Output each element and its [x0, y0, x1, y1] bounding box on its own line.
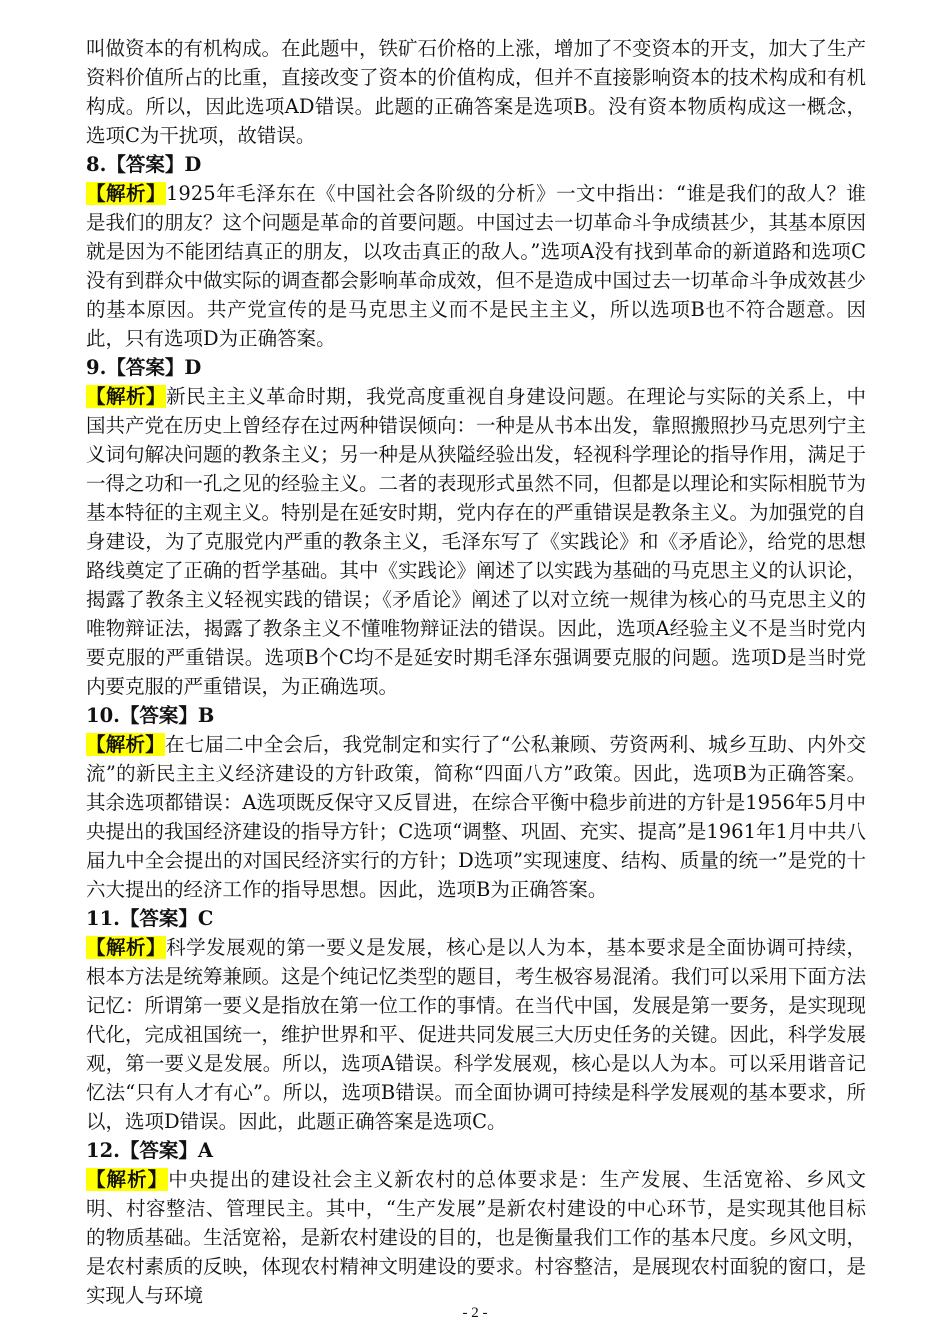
analysis-label: 【解析】	[86, 936, 167, 959]
question-8	[86, 150, 866, 353]
analysis-text: 新民主主义革命时期，我党高度重视自身建设问题。在理论与实际的关系上，中国共产党在历史上曾经存在过两种错误倾向：一种是从书本出发，靠照搬照抄马克思列宁主义词句解决问题的教条主义；另一种是从狭隘经验出发，轻视科学理论的指导作用，满足于一得之功和一孔之见的经验主义。二者的表现形式虽然不同，但都是以理论和实际相脱节为基本特征的主观主义。特别是在延安时期，党内存在的严重错误是教条主义。为加强党的自身建设，为了克服党内严重的教条主义，毛泽东写了《实践论》和《矛盾论》，给党的思想路线奠定了正确的哲学基础。其中《实践论》阐述了以实践为基础的马克思主义的认识论，揭露了教条主义轻视实践的错误；《矛盾论》阐述了以对立统一规律为核心的马克思主义的唯物辩证法，揭露了教条主义不懂唯物辩证法的错误。因此，选项A经验主义不是当时党内要克服的严重错误。选项B个C均不是延安时期毛泽东强调要克服的问题。选项D是当时党内要克服的严重错误，为正确选项。	[86, 385, 867, 698]
answer-line: 12.【答案】A	[86, 1139, 214, 1162]
page-number: - 2 -	[462, 1305, 488, 1321]
answer-line: 10.【答案】B	[86, 704, 215, 727]
analysis-label: 【解析】	[86, 1168, 169, 1191]
analysis-paragraph	[86, 1165, 866, 1310]
analysis-text: 科学发展观的第一要义是发展，核心是以人为本，基本要求是全面协调可持续，根本方法是统筹兼顾。这是个纯记忆类型的题目，考生极容易混淆。我们可以采用下面方法记忆：所谓第一要义是指放在第一位工作的事情。在当代中国，发展是第一要务，是实现现代化，完成祖国统一，维护世界和平、促进共同发展三大历史任务的关键。因此，科学发展观，第一要义是发展。所以，选项A错误。科学发展观，核心是以人为本。可以采用谐音记忆法“只有人才有心”。所以，选项B错误。而全面协调可持续是科学发展观的基本要求，所以，选项D错误。因此，此题正确答案是选项C。	[86, 936, 867, 1133]
answer-line: 11.【答案】C	[86, 907, 214, 930]
document-body	[86, 34, 866, 1310]
analysis-label: 【解析】	[86, 733, 165, 756]
answer-line: 9.【答案】D	[86, 356, 202, 379]
analysis-paragraph	[86, 382, 866, 701]
intro-paragraph: 叫做资本的有机构成。在此题中，铁矿石价格的上涨，增加了不变资本的开支，加大了生产资料价值所占的比重，直接改变了资本的价值构成，但并不直接影响资本的技术构成和有机构成。所以，因此选项AD错误。此题的正确答案是选项B。没有资本物质构成这一概念，选项C为干扰项，故错误。	[86, 37, 867, 147]
question-11	[86, 904, 866, 1136]
question-12	[86, 1136, 866, 1310]
answer-line: 8.【答案】D	[86, 153, 202, 176]
analysis-paragraph	[86, 730, 866, 904]
analysis-text: 在七届二中全会后，我党制定和实行了“公私兼顾、劳资两利、城乡互助、内外交流”的新民主主义经济建设的方针政策，简称“四面八方”政策。因此，选项B为正确答案。其余选项都错误：A选项既反保守又反冒进，在综合平衡中稳步前进的方针是1956年5月中央提出的我国经济建设的指导方针；C选项“调整、巩固、充实、提高”是1961年1月中共八届九中全会提出的对国民经济实行的方针；D选项”实现速度、结构、质量的统一”是党的十六大提出的经济工作的指导思想。因此，选项B为正确答案。	[86, 733, 866, 901]
analysis-text: 中央提出的建设社会主义新农村的总体要求是：生产发展、生活宽裕、乡风文明、村容整洁、管理民主。其中，“生产发展”是新农村建设的中心环节，是实现其他目标的物质基础。生活宽裕，是新农村建设的目的，也是衡量我们工作的基本尺度。乡风文明，是农村素质的反映，体现农村精神文明建设的要求。村容整洁，是展现农村面貌的窗口，是实现人与环境	[86, 1168, 867, 1307]
question-10	[86, 701, 866, 904]
analysis-label: 【解析】	[86, 182, 166, 205]
analysis-label: 【解析】	[86, 385, 167, 408]
analysis-text: 1925年毛泽东在《中国社会各阶级的分析》一文中指出：“谁是我们的敌人？谁是我们的朋友？这个问题是革命的首要问题。中国过去一切革命斗争成绩甚少，其基本原因就是因为不能团结真正的朋友，以攻击真正的敌人。”选项A没有找到革命的新道路和选项C没有到群众中做实际的调查都会影响革命成效，但不是造成中国过去一切革命斗争成效甚少的基本原因。共产党宣传的是马克思主义而不是民主主义，所以选项B也不符合题意。因此，只有选项D为正确答案。	[86, 182, 867, 350]
analysis-paragraph	[86, 933, 866, 1136]
analysis-paragraph	[86, 179, 866, 353]
question-9	[86, 353, 866, 701]
